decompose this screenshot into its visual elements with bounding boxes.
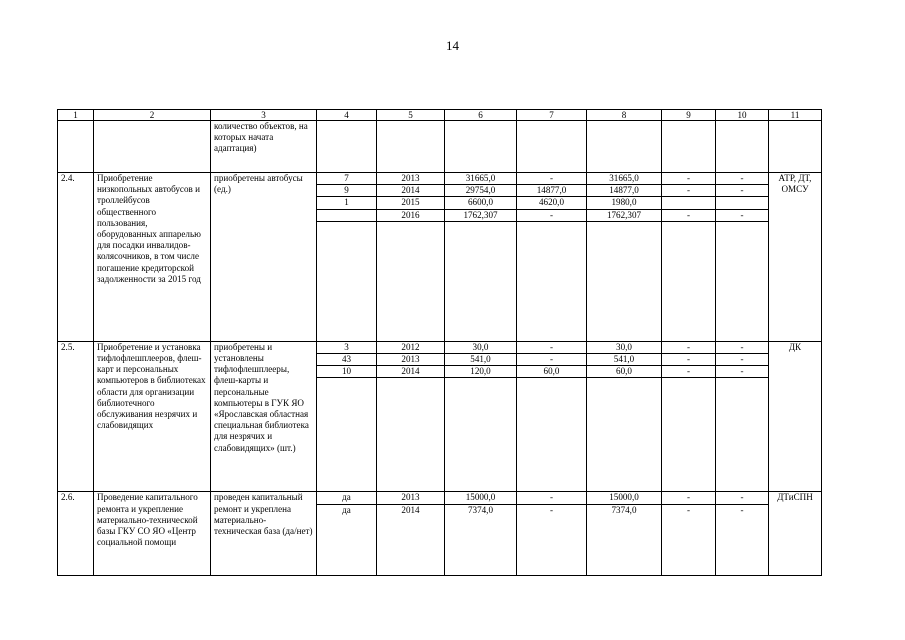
value-cell: 10 xyxy=(317,366,377,378)
table-row xyxy=(58,341,822,353)
year-cell: 2013 xyxy=(377,354,445,366)
year-cell: 2013 xyxy=(377,173,445,185)
federal-cell: 60,0 xyxy=(517,366,587,378)
other-cell: - xyxy=(716,492,769,504)
other-cell: - xyxy=(716,209,769,221)
federal-cell: - xyxy=(517,492,587,504)
table-row xyxy=(58,121,822,173)
value-cell: да xyxy=(317,504,377,516)
header-cell: 10 xyxy=(716,110,769,121)
year-cell: 2014 xyxy=(377,185,445,197)
local-cell xyxy=(662,197,716,209)
value-cell: 9 xyxy=(317,185,377,197)
other-cell: - xyxy=(716,354,769,366)
header-cell: 11 xyxy=(769,110,822,121)
year-cell: 2014 xyxy=(377,504,445,516)
regional-cell: 60,0 xyxy=(587,366,662,378)
header-cell: 2 xyxy=(94,110,211,121)
year-cell: 2016 xyxy=(377,209,445,221)
total-cell: 1762,307 xyxy=(445,209,517,221)
total-cell: 120,0 xyxy=(445,366,517,378)
federal-cell: - xyxy=(517,354,587,366)
regional-cell: 7374,0 xyxy=(587,504,662,516)
year-cell: 2014 xyxy=(377,366,445,378)
header-cell: 8 xyxy=(587,110,662,121)
other-cell: - xyxy=(716,366,769,378)
year-cell: 2012 xyxy=(377,341,445,353)
other-cell: - xyxy=(716,185,769,197)
item-title: Приобретение низкопольных автобусов и троллейбусов общественного пользования, оборудованных аппарелью для посадки инвалидов-колясочников, в том числе погашение кредиторской задолженности за 2015 год xyxy=(94,173,211,342)
total-cell: 7374,0 xyxy=(445,504,517,516)
indicator-cell: проведен капитальный ремонт и укреплена материально-техническая база (да/нет) xyxy=(211,492,317,576)
total-cell: 6600,0 xyxy=(445,197,517,209)
value-cell: да xyxy=(317,492,377,504)
other-cell: - xyxy=(716,504,769,516)
header-cell: 1 xyxy=(58,110,94,121)
header-cell: 3 xyxy=(211,110,317,121)
executor-cell: ДТиСПН xyxy=(769,492,822,576)
header-row xyxy=(58,110,822,121)
header-cell: 4 xyxy=(317,110,377,121)
federal-cell: 14877,0 xyxy=(517,185,587,197)
total-cell: 29754,0 xyxy=(445,185,517,197)
value-cell: 43 xyxy=(317,354,377,366)
federal-cell: - xyxy=(517,504,587,516)
other-cell xyxy=(716,197,769,209)
value-cell: 7 xyxy=(317,173,377,185)
local-cell: - xyxy=(662,173,716,185)
total-cell: 15000,0 xyxy=(445,492,517,504)
indicator-cell: приобретены автобусы (ед.) xyxy=(211,173,317,342)
regional-cell: 541,0 xyxy=(587,354,662,366)
page-number: 14 xyxy=(446,38,459,53)
local-cell: - xyxy=(662,366,716,378)
local-cell: - xyxy=(662,492,716,504)
indicator-cell: приобретены и установлены тифлофлешплееры, флеш-карты и персональные компьютеры в ГУК ЯО «Ярославская областная специальная библиотека для незрячих и слабовидящих» (шт.) xyxy=(211,341,317,492)
other-cell: - xyxy=(716,173,769,185)
item-number: 2.6. xyxy=(58,492,94,576)
header-cell: 7 xyxy=(517,110,587,121)
local-cell: - xyxy=(662,504,716,516)
total-cell: 541,0 xyxy=(445,354,517,366)
indicator-cell: количество объектов, на которых начата адаптация) xyxy=(211,121,317,173)
program-table xyxy=(57,109,822,576)
value-cell xyxy=(317,209,377,221)
header-cell: 6 xyxy=(445,110,517,121)
federal-cell: 4620,0 xyxy=(517,197,587,209)
header-cell: 9 xyxy=(662,110,716,121)
item-number: 2.5. xyxy=(58,341,94,492)
total-cell: 31665,0 xyxy=(445,173,517,185)
total-cell: 30,0 xyxy=(445,341,517,353)
other-cell: - xyxy=(716,341,769,353)
regional-cell: 31665,0 xyxy=(587,173,662,185)
local-cell: - xyxy=(662,354,716,366)
table-row xyxy=(58,492,822,504)
local-cell: - xyxy=(662,209,716,221)
year-cell: 2013 xyxy=(377,492,445,504)
regional-cell: 1980,0 xyxy=(587,197,662,209)
value-cell: 3 xyxy=(317,341,377,353)
local-cell: - xyxy=(662,185,716,197)
federal-cell: - xyxy=(517,209,587,221)
regional-cell: 15000,0 xyxy=(587,492,662,504)
item-title: Приобретение и установка тифлофлешплееров, флеш-карт и персональных компьютеров в библиотеках области для организации библиотечного обслуживания незрячих и слабовидящих xyxy=(94,341,211,492)
item-title: Проведение капитального ремонта и укрепление материально-технической базы ГКУ СО ЯО «Центр социальной помощи xyxy=(94,492,211,576)
local-cell: - xyxy=(662,341,716,353)
regional-cell: 14877,0 xyxy=(587,185,662,197)
executor-cell: АТР, ДТ, ОМСУ xyxy=(769,173,822,342)
table-row xyxy=(58,173,822,185)
value-cell: 1 xyxy=(317,197,377,209)
header-cell: 5 xyxy=(377,110,445,121)
item-number: 2.4. xyxy=(58,173,94,342)
federal-cell: - xyxy=(517,341,587,353)
federal-cell: - xyxy=(517,173,587,185)
executor-cell: ДК xyxy=(769,341,822,492)
regional-cell: 1762,307 xyxy=(587,209,662,221)
year-cell: 2015 xyxy=(377,197,445,209)
regional-cell: 30,0 xyxy=(587,341,662,353)
